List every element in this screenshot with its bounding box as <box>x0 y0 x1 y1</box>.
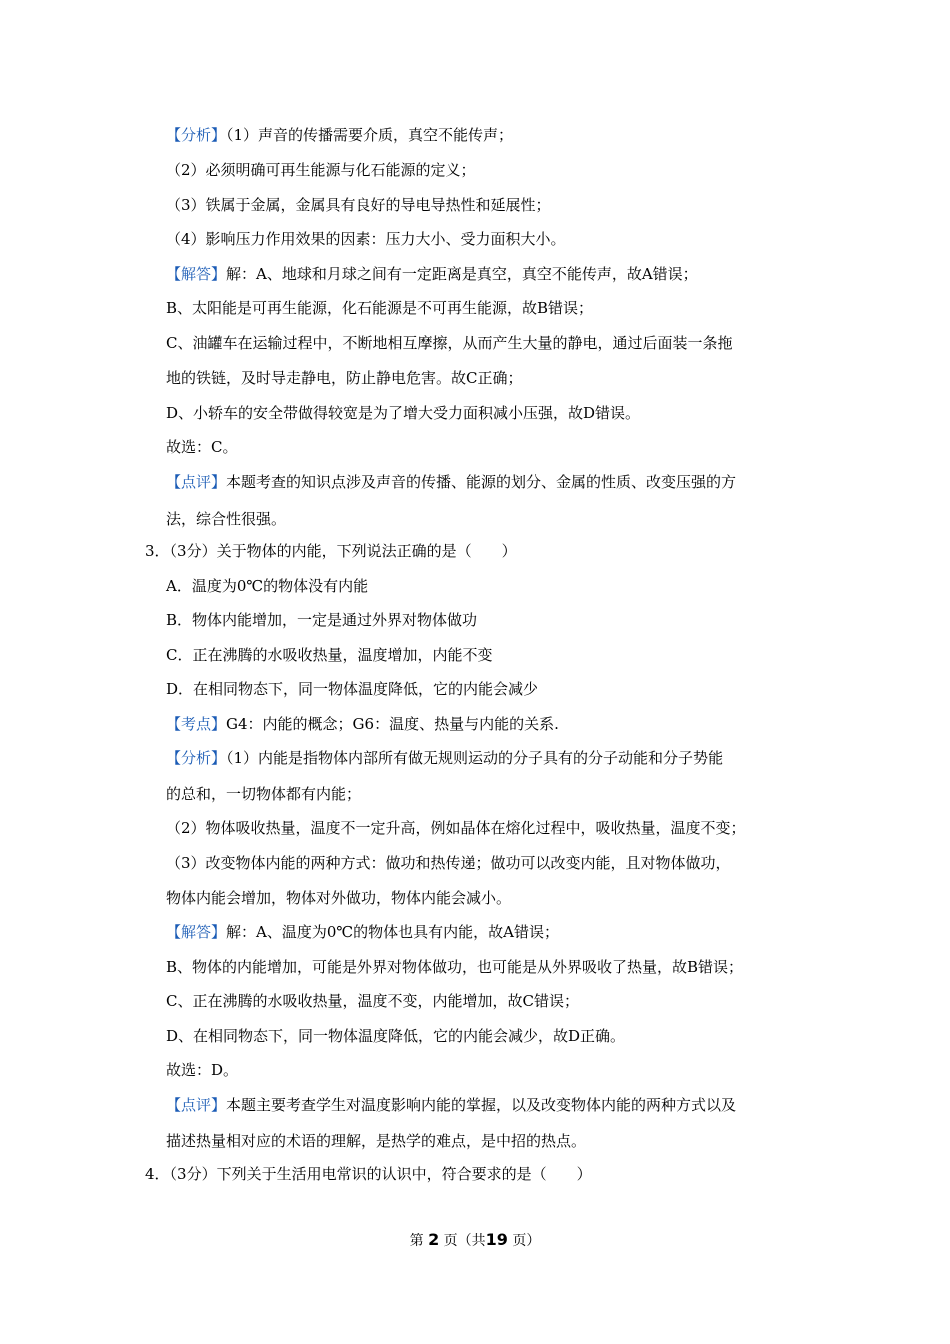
comment-tag: 【点评】 <box>166 1096 227 1114</box>
question-4-stem: 4．（3分）下列关于生活用电常识的认识中，符合要求的是（ ） <box>145 1165 592 1183</box>
q3-answer-line-5: 故选：D。 <box>166 1061 239 1079</box>
q3-analysis-line-4: （3）改变物体内能的两种方式：做功和热传递；做功可以改变内能，且对物体做功， <box>166 854 731 872</box>
analysis-line-3: （3）铁属于金属，金属具有良好的导电导热性和延展性； <box>166 196 551 214</box>
comment-tag: 【点评】 <box>166 473 227 491</box>
q3-answer-line-2: B、物体的内能增加，可能是外界对物体做功，也可能是从外界吸收了热量，故B错误； <box>166 958 744 976</box>
analysis-line-4: （4）影响压力作用效果的因素：压力大小、受力面积大小。 <box>166 230 566 248</box>
analysis-tag: 【分析】 <box>166 126 227 144</box>
answer-line-2: B、太阳能是可再生能源，化石能源是不可再生能源，故B错误； <box>166 299 594 317</box>
q3-answer-line-4: D、在相同物态下，同一物体温度降低，它的内能会减少，故D正确。 <box>166 1027 626 1045</box>
page-number: 2 <box>428 1230 440 1249</box>
analysis-line-2: （2）必须明确可再生能源与化石能源的定义； <box>166 161 476 179</box>
kaodian-tag: 【考点】 <box>166 715 227 733</box>
comment-line-1: 【点评】本题考查的知识点涉及声音的传播、能源的划分、金属的性质、改变压强的方 <box>166 473 737 491</box>
option-c: C．正在沸腾的水吸收热量，温度增加，内能不变 <box>166 646 493 664</box>
q3-answer-line-1: 【解答】解：A、温度为0℃的物体也具有内能，故A错误； <box>166 923 560 941</box>
option-b: B．物体内能增加，一定是通过外界对物体做功 <box>166 611 478 629</box>
answer-tag: 【解答】 <box>166 923 227 941</box>
comment-line-2: 法，综合性很强。 <box>166 510 287 528</box>
option-d: D．在相同物态下，同一物体温度降低，它的内能会减少 <box>166 680 539 698</box>
answer-line-4: 地的铁链，及时导走静电，防止静电危害。故C正确； <box>166 369 523 387</box>
q3-answer-line-3: C、正在沸腾的水吸收热量，温度不变，内能增加，故C错误； <box>166 992 579 1010</box>
analysis-tag: 【分析】 <box>166 749 227 767</box>
answer-line-3: C、油罐车在运输过程中，不断地相互摩擦，从而产生大量的静电，通过后面装一条拖 <box>166 334 733 352</box>
answer-line-5: D、小轿车的安全带做得较宽是为了增大受力面积减小压强，故D错误。 <box>166 404 641 422</box>
kaodian-line: 【考点】G4：内能的概念；G6：温度、热量与内能的关系. <box>166 715 559 733</box>
answer-line-1: 【解答】解：A、地球和月球之间有一定距离是真空，真空不能传声，故A错误； <box>166 265 698 283</box>
q3-comment-line-1: 【点评】本题主要考查学生对温度影响内能的掌握，以及改变物体内能的两种方式以及 <box>166 1096 737 1114</box>
q3-comment-line-2: 描述热量相对应的术语的理解，是热学的难点，是中招的热点。 <box>166 1132 587 1150</box>
answer-line-6: 故选：C。 <box>166 438 238 456</box>
q3-analysis-line-2: 的总和，一切物体都有内能； <box>166 785 362 803</box>
q3-analysis-line-5: 物体内能会增加，物体对外做功，物体内能会减小。 <box>166 889 512 907</box>
page-total: 19 <box>485 1230 508 1249</box>
option-a: A．温度为0℃的物体没有内能 <box>166 577 369 595</box>
analysis-line-1: 【分析】（1）声音的传播需要介质，真空不能传声； <box>166 126 514 144</box>
answer-tag: 【解答】 <box>166 265 227 283</box>
q3-analysis-line-3: （2）物体吸收热量，温度不一定升高，例如晶体在熔化过程中，吸收热量，温度不变； <box>166 819 746 837</box>
q3-analysis-line-1: 【分析】（1）内能是指物体内部所有做无规则运动的分子具有的分子动能和分子势能 <box>166 749 724 767</box>
question-3-stem: 3．（3分）关于物体的内能，下列说法正确的是（ ） <box>145 542 517 560</box>
page-footer: 第 2 页（共19 页） <box>409 1230 541 1249</box>
